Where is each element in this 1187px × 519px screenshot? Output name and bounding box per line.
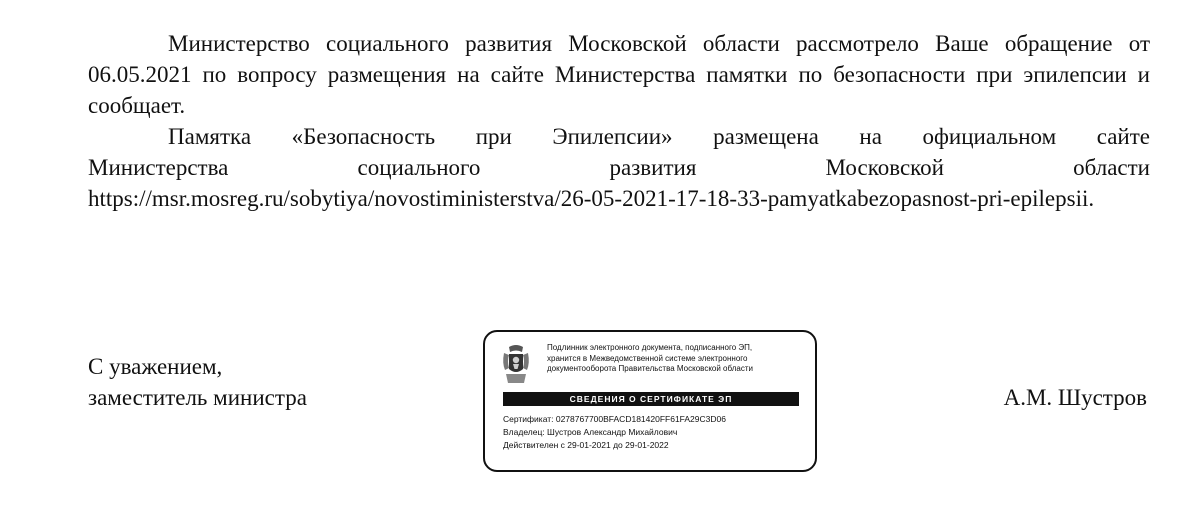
electronic-signature-stamp — [483, 330, 817, 472]
certificate-title-bar: СВЕДЕНИЯ О СЕРТИФИКАТЕ ЭП — [503, 392, 799, 406]
stamp-header-line-1: Подлинник электронного документа, подписанного ЭП, — [547, 343, 753, 352]
stamp-header — [547, 343, 812, 375]
signer-position: заместитель министра — [88, 385, 307, 410]
stamp-header-line-2: хранится в Межведомственной системе электронного — [547, 353, 748, 363]
letter-paragraph-1: Министерство социального развития Московской области рассмотрело Ваше обращение от 06.05.2021 по вопросу размещения на сайте Министерства памятки по безопасности при эпилепсии и сообщает. — [88, 31, 1150, 118]
coat-of-arms-icon — [501, 343, 531, 385]
certificate-number: Сертификат: 0278767700BFACD181420FF61FA29C3D06 — [503, 414, 726, 424]
stamp-header-line-3: документооборота Правительства Московской области — [547, 364, 753, 373]
ministry-url: https://msr.mosreg.ru/sobytiya/novostiministerstva/26-05-2021-17-18-33-pamyatkabezopasnost-pri-epilepsii. — [88, 186, 1095, 211]
letter-body — [88, 28, 1150, 214]
signer-name: А.М. Шустров — [1003, 385, 1147, 410]
certificate-validity: Действителен с 29-01-2021 до 29-01-2022 — [503, 440, 669, 450]
letter-paragraph-2-line-1: Памятка «Безопасность при Эпилепсии» размещена на официальном сайте — [168, 124, 1150, 149]
closing-greeting: С уважением, — [88, 354, 223, 379]
letter-paragraph-2-line-2: Министерства социального развития Московской области — [88, 155, 1150, 180]
certificate-owner: Владелец: Шустров Александр Михайлович — [503, 427, 678, 437]
closing-block — [88, 351, 307, 413]
certificate-details — [503, 413, 803, 452]
